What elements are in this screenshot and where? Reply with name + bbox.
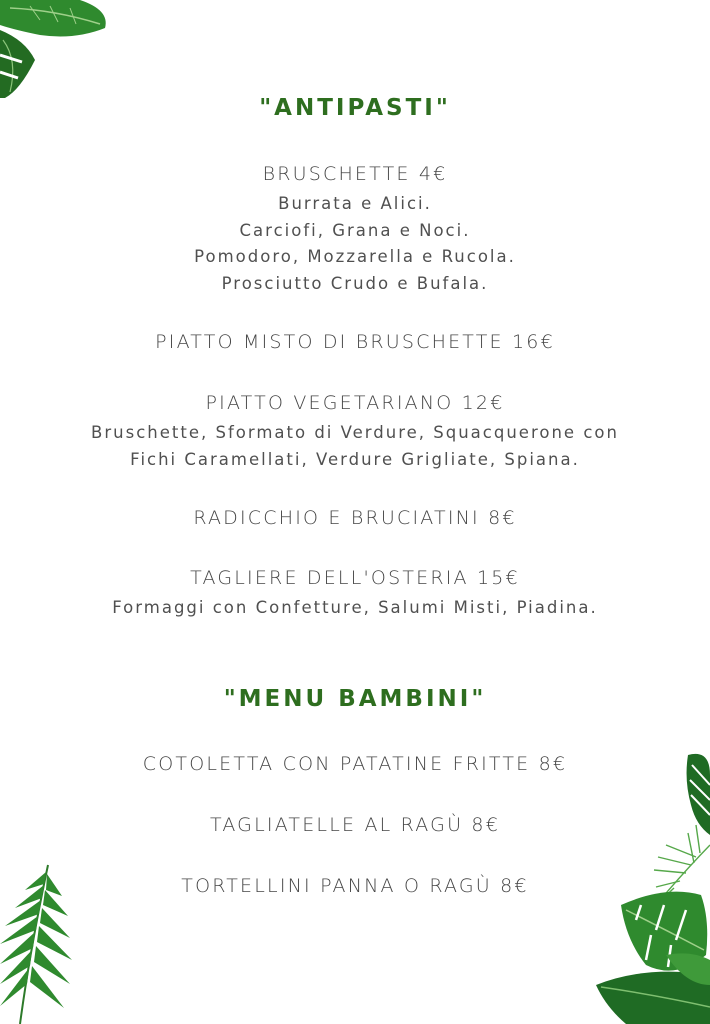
- menu-item-name: RADICCHIO E BRUCIATINI 8€: [193, 507, 517, 529]
- menu-item-description: [0, 191, 710, 297]
- menu-item-name: COTOLETTA CON PATATINE FRITTE 8€: [142, 753, 568, 775]
- description-line: Formaggi con Confetture, Salumi Misti, Piadina.: [112, 598, 598, 617]
- menu-item-name: PIATTO VEGETARIANO 12€: [205, 392, 505, 414]
- menu-item-name: BRUSCHETTE 4€: [262, 163, 448, 185]
- description-line: Pomodoro, Mozzarella e Rucola.: [194, 247, 516, 266]
- description-line: Fichi Caramellati, Verdure Grigliate, Spiana.: [130, 449, 580, 469]
- menu-item-name: TAGLIATELLE AL RAGÙ 8€: [209, 814, 501, 836]
- menu-item-name: PIATTO MISTO DI BRUSCHETTE 16€: [155, 331, 555, 353]
- description-line: Burrata e Alici.: [278, 194, 432, 213]
- tropical-leaf-icon: [0, 0, 115, 100]
- menu-item-name: TAGLIERE DELL'OSTERIA 15€: [190, 567, 520, 589]
- menu-item-description: [0, 420, 710, 473]
- description-line: Prosciutto Crudo e Bufala.: [221, 273, 489, 293]
- menu-item-description: [0, 595, 710, 622]
- menu-item-name: TORTELLINI PANNA O RAGÙ 8€: [181, 875, 529, 897]
- section-title-antipasti: "ANTIPASTI": [259, 95, 451, 121]
- description-line: Carciofi, Grana e Noci.: [239, 220, 471, 240]
- description-line: Bruschette, Sformato di Verdure, Squacquerone con: [91, 423, 619, 442]
- section-title-menu-bambini: "MENU BAMBINI": [223, 686, 487, 712]
